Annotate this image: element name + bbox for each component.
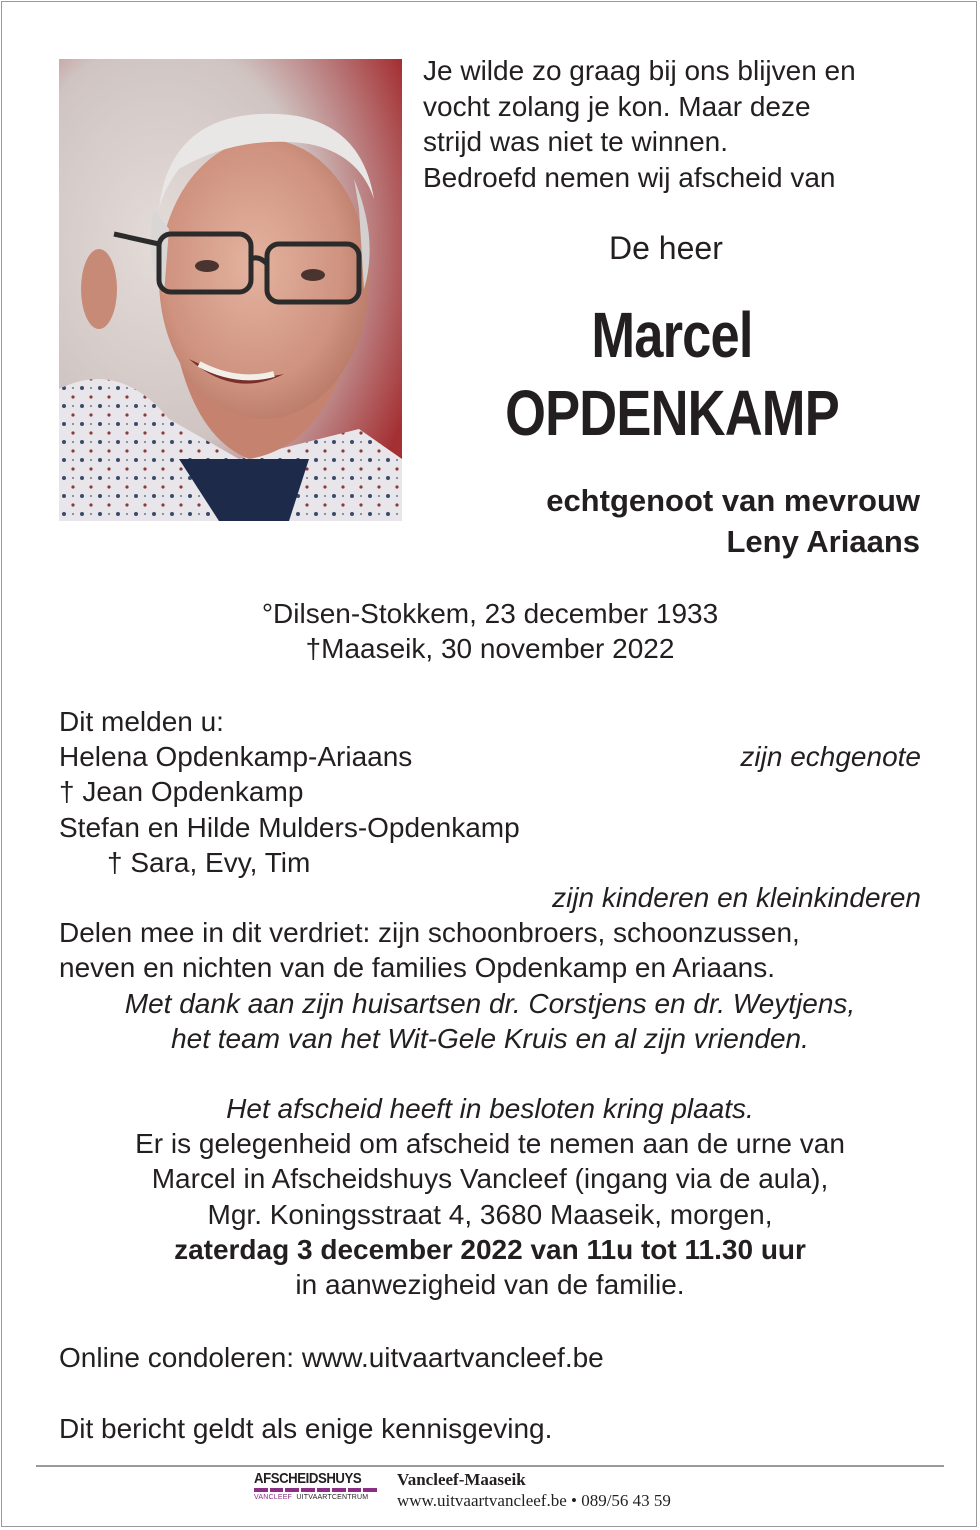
intro-line: Bedroefd nemen wij afscheid van bbox=[423, 161, 836, 193]
announcement-block bbox=[59, 704, 921, 1302]
intro-line: Je wilde zo graag bij ons blijven en bbox=[423, 55, 856, 86]
ceremony-line: Mgr. Koningsstraat 4, 3680 Maaseik, morgen, bbox=[207, 1198, 773, 1230]
notice-statement: Dit bericht geldt als enige kennisgeving. bbox=[59, 1413, 553, 1444]
logo-bar bbox=[254, 1488, 379, 1492]
spouse-name: Leny Ariaans bbox=[726, 524, 920, 559]
ceremony-line: Het afscheid heeft in besloten kring plaats. bbox=[226, 1093, 754, 1125]
logo-subtitle bbox=[254, 1494, 382, 1501]
ceremony-date: zaterdag 3 december 2022 van 11u tot 11.30 uur bbox=[174, 1233, 806, 1265]
ceremony-line: Er is gelegenheid om afscheid te nemen aan de urne van bbox=[135, 1128, 845, 1160]
spacer bbox=[59, 1056, 921, 1091]
portrait-illustration bbox=[59, 59, 402, 521]
child-line: † Jean Opdenkamp bbox=[59, 776, 304, 808]
portrait-photo bbox=[59, 59, 402, 521]
honorific: De heer bbox=[609, 230, 723, 266]
logo-sub-left: VANCLEEF bbox=[254, 1494, 293, 1501]
grandchildren-line: † Sara, Evy, Tim bbox=[107, 846, 311, 878]
wife-role: zijn echgenote bbox=[740, 741, 921, 773]
birth-line: °Dilsen-Stokkem, 23 december 1933 bbox=[261, 598, 719, 629]
footer-divider bbox=[36, 1465, 944, 1467]
ceremony-line: Marcel in Afscheidshuys Vancleef (ingang via de aula), bbox=[151, 1163, 829, 1195]
intro-line: strijd was niet te winnen. bbox=[423, 126, 729, 157]
footer-company: Vancleef-Maaseik bbox=[397, 1470, 526, 1489]
online-condolence: Online condoleren: www.uitvaartvancleef.be bbox=[59, 1342, 604, 1373]
deceased-last-name: OPDENKAMP bbox=[505, 377, 839, 449]
family-row-wife bbox=[59, 739, 921, 774]
footer-contact bbox=[397, 1469, 671, 1511]
footer-contact-line: www.uitvaartvancleef.be • 089/56 43 59 bbox=[397, 1491, 671, 1510]
thanks-line: het team van het Wit-Gele Kruis en al zijn vrienden. bbox=[171, 1022, 809, 1054]
announce-intro: Dit melden u: bbox=[59, 706, 224, 737]
intro-line: vocht zolang je kon. Maar deze bbox=[423, 90, 811, 122]
spouse-info bbox=[546, 480, 920, 562]
spouse-relation: echtgenoot van mevrouw bbox=[546, 483, 920, 518]
intro-text bbox=[423, 53, 943, 195]
logo-sub-right: UITVAARTCENTRUM bbox=[296, 1494, 369, 1501]
ceremony-line: in aanwezigheid van de familie. bbox=[295, 1269, 685, 1301]
funeral-home-logo bbox=[254, 1470, 382, 1506]
logo-title: AFSCHEIDSHUYS bbox=[254, 1470, 362, 1487]
death-line: †Maaseik, 30 november 2022 bbox=[305, 633, 675, 664]
thanks-line: Met dank aan zijn huisartsen dr. Corstjens en dr. Weytjens, bbox=[124, 987, 856, 1019]
share-line: Delen mee in dit verdriet: zijn schoonbroers, schoonzussen, bbox=[59, 917, 800, 949]
wife-name: Helena Opdenkamp-Ariaans bbox=[59, 741, 413, 773]
children-role: zijn kinderen en kleinkinderen bbox=[552, 882, 921, 914]
share-line: neven en nichten van de families Opdenkamp en Ariaans. bbox=[59, 952, 776, 984]
child-line: Stefan en Hilde Mulders-Opdenkamp bbox=[59, 811, 520, 843]
life-dates bbox=[0, 596, 980, 666]
deceased-first-name: Marcel bbox=[591, 299, 753, 371]
